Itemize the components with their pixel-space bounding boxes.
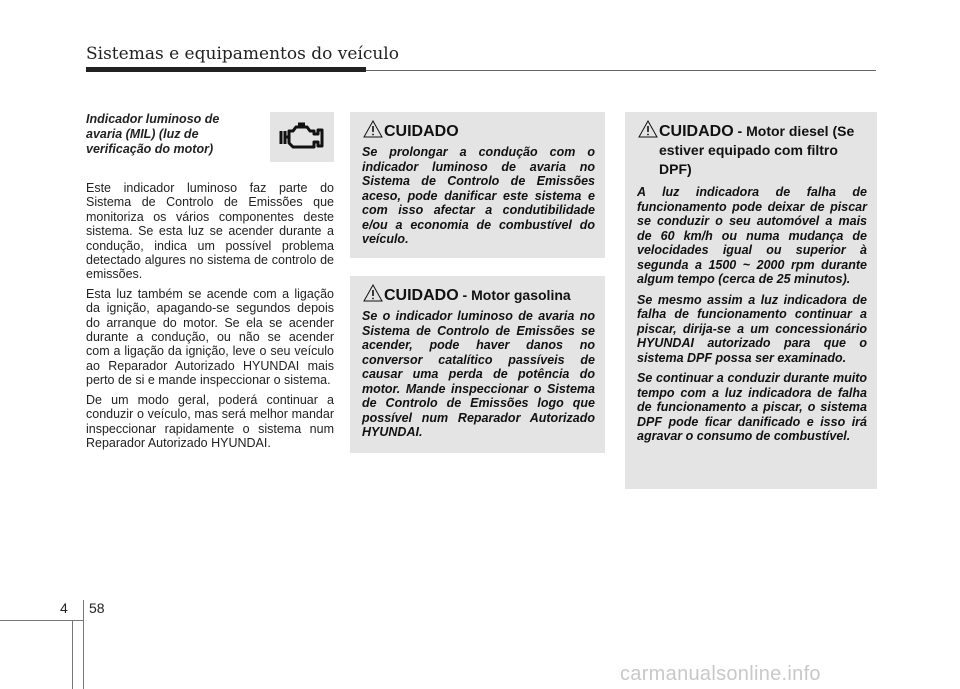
caution-title: CUIDADO: [384, 123, 459, 140]
caution-text: [362, 145, 595, 247]
caution-box-diesel: [625, 112, 877, 489]
header-rule-thin: [366, 70, 876, 71]
chapter-number: 4: [60, 600, 68, 616]
footer-rule-vertical-left: [72, 620, 73, 689]
caution-title: CUIDADO: [384, 287, 459, 304]
caution-heading: [362, 122, 595, 141]
warning-triangle-icon: [362, 284, 384, 302]
indicator-paragraph-3: De um modo geral, poderá continuar a conduzir o veículo, mas será melhor mandar inspeccionar rapidamente o sistema num Reparador Autorizado HYUNDAI.: [86, 392, 334, 450]
caution-box-general: [350, 112, 605, 258]
footer-rule-horizontal: [0, 620, 83, 621]
caution-box-gasoline: [350, 276, 605, 453]
footer-rule-vertical-right: [83, 600, 84, 689]
indicator-heading: Indicador luminoso de avaria (MIL) (luz de verificação do motor): [86, 112, 220, 156]
caution-heading: [637, 122, 867, 179]
caution-subtitle: - Motor gasolina: [458, 287, 571, 303]
caution-text: [362, 309, 595, 440]
page-header-title: Sistemas e equipamentos do veículo: [86, 44, 399, 64]
warning-triangle-icon: [362, 120, 384, 138]
caution-paragraph-3: Se continuar a conduzir durante muito tempo com a luz indicadora de falha de funcionamento a piscar, o sistema DPF pode ficar danificado e isso irá agravar o consumo de combustível.: [637, 371, 867, 443]
watermark: carmanualsonline.info: [620, 663, 821, 685]
indicator-paragraph-1: Este indicador luminoso faz parte do Sistema de Controlo de Emissões que monitoriza os vários componentes deste sistema. Se esta luz se acender durante a condução, indica um possível problema detectado algures no sistema de controlo de emissões.: [86, 181, 334, 282]
header-rule-thick: [86, 67, 366, 72]
caution-paragraph: Se o indicador luminoso de avaria no Sistema de Controlo de Emissões se acender, pode haver danos no conversor catalítico passíveis de causar uma perda de potência do motor. Mande inspeccionar o Sistema de Controlo de Emissões logo que possível num Reparador Autorizado HYUNDAI.: [362, 309, 595, 439]
engine-check-icon: [279, 122, 325, 152]
indicator-section: [86, 112, 334, 455]
caution-subtitle: - Motor diesel (Se estiver equipado com filtro DPF): [659, 123, 855, 177]
caution-paragraph-1: A luz indicadora de falha de funcionamento pode deixar de piscar se conduzir o seu automóvel a mais de 60 km/h ou numa mudança de velocidades igual ou superior à segunda a 1500 ~ 2000 rpm durante algum tempo (cerca de 25 minutos).: [637, 185, 867, 286]
mil-icon-box: [270, 112, 334, 162]
indicator-body-text: [86, 181, 334, 450]
caution-text: [637, 185, 867, 444]
indicator-paragraph-2: Esta luz também se acende com a ligação da ignição, apagando-se segundos depois do arranque do motor. Se ela se acender durante a condução, ou não se acender com a ligação da ignição, leve o seu veículo ao Reparador Autorizado HYUNDAI mais perto de si e mande inspeccionar o sistema.: [86, 286, 334, 388]
caution-heading: [362, 286, 595, 305]
caution-title: CUIDADO: [659, 123, 734, 140]
caution-paragraph: Se prolongar a condução com o indicador luminoso de avaria no Sistema de Controlo de Emissões aceso, pode danificar este sistema e com isso afectar a condutibilidade e/ou a economia de combustível do veículo.: [362, 145, 595, 246]
caution-paragraph-2: Se mesmo assim a luz indicadora de falha de funcionamento continuar a piscar, dirija-se a um concessionário HYUNDAI autorizado para que o sistema DPF possa ser examinado.: [637, 292, 867, 365]
warning-triangle-icon: [637, 120, 659, 138]
page-number: 58: [89, 600, 105, 616]
